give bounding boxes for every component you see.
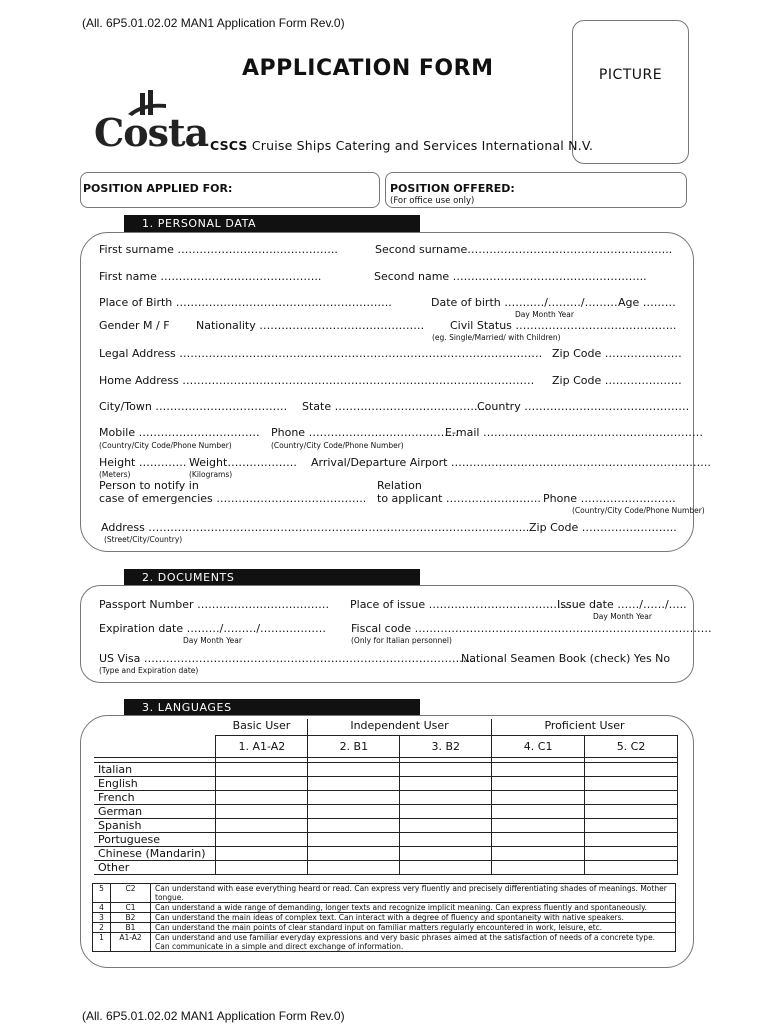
grid-cell[interactable] bbox=[216, 791, 308, 805]
legend-description: Can understand with ease everything heard or read. Can express very fluently and precisely differentiating shades of meanings. Mother tongue. bbox=[151, 884, 676, 903]
home-address-field[interactable]: Home Address …………………………………………………………………………………… bbox=[99, 374, 535, 387]
grid-cell[interactable] bbox=[492, 777, 585, 791]
grid-cell[interactable] bbox=[400, 819, 492, 833]
legend-code: C2 bbox=[111, 884, 151, 903]
us-visa-field[interactable]: US Visa ……………………………………………………………………………… bbox=[99, 652, 474, 665]
grid-cell[interactable] bbox=[216, 777, 308, 791]
grid-cell[interactable] bbox=[216, 861, 308, 875]
grid-cell[interactable] bbox=[400, 833, 492, 847]
language-row-german: German bbox=[94, 805, 216, 819]
level-legend-table bbox=[92, 883, 676, 952]
home-zip-field[interactable]: Zip Code ………………… bbox=[552, 374, 682, 387]
group-independent: Independent User bbox=[308, 719, 492, 735]
legend-number: 4 bbox=[93, 903, 111, 913]
legend-description: Can understand the main ideas of complex text. Can interact with a degree of fluency and spontaneity with native speakers. bbox=[151, 913, 676, 923]
grid-cell[interactable] bbox=[308, 819, 400, 833]
grid-cell[interactable] bbox=[492, 763, 585, 777]
seamen-book-check[interactable]: National Seamen Book (check) Yes No bbox=[461, 652, 671, 665]
picture-label: PICTURE bbox=[598, 67, 663, 83]
corner-cell bbox=[94, 736, 216, 758]
city-field[interactable]: City/Town ……………………………… bbox=[99, 400, 288, 413]
us-visa-hint: (Type and Expiration date) bbox=[99, 666, 199, 675]
height-field[interactable]: Height …………. bbox=[99, 456, 187, 469]
place-of-birth-field[interactable]: Place of Birth ………………………………………………….. bbox=[99, 296, 392, 309]
emergency-phone-field[interactable]: Phone …………………….. bbox=[543, 492, 676, 505]
grid-cell[interactable] bbox=[216, 847, 308, 861]
grid-cell[interactable] bbox=[216, 805, 308, 819]
logo-text: Costa bbox=[94, 110, 209, 155]
grid-cell[interactable] bbox=[585, 861, 678, 875]
first-surname-field[interactable]: First surname ………………………..….……….. bbox=[99, 243, 338, 256]
civil-status-field[interactable]: Civil Status …………………………………….. bbox=[450, 319, 677, 332]
section-documents: 2. DOCUMENTS bbox=[124, 569, 420, 586]
email-field[interactable]: E-mail …………………………………………………… bbox=[445, 426, 703, 439]
position-applied-box[interactable] bbox=[80, 172, 380, 208]
phone-hint: (Country/City Code/Phone Number) bbox=[271, 441, 404, 450]
grid-cell[interactable] bbox=[216, 833, 308, 847]
legend-number: 5 bbox=[93, 884, 111, 903]
section-personal-data: 1. PERSONAL DATA bbox=[124, 215, 420, 232]
fiscal-code-hint: (Only for Italian personnel) bbox=[351, 636, 452, 645]
second-name-field[interactable]: Second name …………………………………………….. bbox=[374, 270, 647, 283]
grid-cell[interactable] bbox=[400, 847, 492, 861]
legend-number: 2 bbox=[93, 923, 111, 933]
grid-cell[interactable] bbox=[492, 791, 585, 805]
civil-status-hint: (eg. Single/Married/ with Children) bbox=[432, 333, 561, 342]
grid-cell[interactable] bbox=[308, 833, 400, 847]
language-row-portuguese: Portuguese bbox=[94, 833, 216, 847]
language-table bbox=[94, 735, 678, 875]
grid-cell[interactable] bbox=[308, 805, 400, 819]
level-b1: 2. B1 bbox=[308, 736, 400, 758]
birth-date-hint: Day Month Year bbox=[515, 310, 574, 319]
expiration-date-hint: Day Month Year bbox=[183, 636, 242, 645]
legend-description: Can understand and use familiar everyday expressions and very basic phrases aimed at the satisfaction of needs of a concrete type. Can communicate in a simple and direct exchange of information. bbox=[151, 933, 676, 952]
grid-cell[interactable] bbox=[400, 861, 492, 875]
relation-field[interactable]: to applicant …………………….. bbox=[377, 492, 541, 505]
grid-cell[interactable] bbox=[492, 805, 585, 819]
first-name-field[interactable]: First name …………………………………….. bbox=[99, 270, 322, 283]
country-field[interactable]: Country ……………………………………… bbox=[477, 400, 690, 413]
language-row-other: Other bbox=[94, 861, 216, 875]
relation-label: Relation bbox=[377, 479, 422, 492]
date-of-birth-field[interactable]: Date of birth ……..…/………/……… bbox=[431, 296, 618, 309]
grid-cell[interactable] bbox=[308, 777, 400, 791]
form-reference-bottom: (All. 6P5.01.02.02 MAN1 Application Form Rev.0) bbox=[82, 1009, 345, 1023]
emergency-phone-hint: (Country/City Code/Phone Number) bbox=[572, 506, 705, 515]
emergency-zip-field[interactable]: Zip Code …………………….. bbox=[529, 521, 677, 534]
company-abbr: CSCS bbox=[210, 138, 248, 153]
grid-cell[interactable] bbox=[492, 847, 585, 861]
issue-date-field[interactable]: Issue date ……/……/….. bbox=[557, 598, 687, 611]
level-a1-a2: 1. A1-A2 bbox=[216, 736, 308, 758]
grid-cell[interactable] bbox=[308, 861, 400, 875]
grid-cell[interactable] bbox=[585, 833, 678, 847]
language-row-spanish: Spanish bbox=[94, 819, 216, 833]
position-offered-label: POSITION OFFERED: bbox=[390, 182, 515, 195]
legend-code: B1 bbox=[111, 923, 151, 933]
grid-cell[interactable] bbox=[585, 791, 678, 805]
address-hint: (Street/City/Country) bbox=[104, 535, 183, 544]
language-row-english: English bbox=[94, 777, 216, 791]
grid-cell[interactable] bbox=[308, 791, 400, 805]
grid-cell[interactable] bbox=[585, 777, 678, 791]
company-name-line bbox=[210, 138, 593, 153]
emergency-label: Person to notify in bbox=[99, 479, 199, 492]
legend-description: Can understand a wide range of demanding, longer texts and recognize implicit meaning. Can express fluently and spontaneously. bbox=[151, 903, 676, 913]
weight-hint: (Kilograms) bbox=[189, 470, 233, 479]
legal-zip-field[interactable]: Zip Code ………………… bbox=[552, 347, 682, 360]
group-proficient: Proficient User bbox=[544, 719, 625, 732]
position-offered-box[interactable] bbox=[385, 172, 687, 208]
phone-field[interactable]: Phone ………………………………….. bbox=[271, 426, 459, 439]
grid-cell[interactable] bbox=[585, 819, 678, 833]
airport-field[interactable]: Arrival/Departure Airport …………………………………………………………….. bbox=[311, 456, 711, 469]
position-applied-label: POSITION APPLIED FOR: bbox=[83, 182, 233, 195]
section-languages: 3. LANGUAGES bbox=[124, 699, 420, 716]
grid-cell[interactable] bbox=[585, 847, 678, 861]
legend-code: B2 bbox=[111, 913, 151, 923]
grid-cell[interactable] bbox=[400, 777, 492, 791]
emergency-contact-field[interactable]: case of emergencies ………………………………….. bbox=[99, 492, 367, 505]
grid-cell[interactable] bbox=[585, 763, 678, 777]
grid-cell[interactable] bbox=[492, 833, 585, 847]
legend-description: Can understand the main points of clear standard input on familiar matters regularly encountered in work, leisure, etc. bbox=[151, 923, 676, 933]
grid-cell[interactable] bbox=[585, 805, 678, 819]
fiscal-code-field[interactable]: Fiscal code ……………………………………………………………………… bbox=[351, 622, 712, 635]
legend-number: 1 bbox=[93, 933, 111, 952]
grid-cell[interactable] bbox=[308, 763, 400, 777]
legend-number: 3 bbox=[93, 913, 111, 923]
costa-logo bbox=[92, 88, 209, 158]
emergency-address-field[interactable]: Address ………………………………………………………………………………………….. bbox=[101, 521, 530, 534]
grid-cell[interactable] bbox=[308, 847, 400, 861]
group-basic: Basic User bbox=[216, 719, 308, 735]
nationality-field[interactable]: Nationality ……………………………………… bbox=[196, 319, 425, 332]
place-of-issue-field[interactable]: Place of issue ………………………………… bbox=[350, 598, 572, 611]
passport-number-field[interactable]: Passport Number ……………………………… bbox=[99, 598, 330, 611]
expiration-date-field[interactable]: Expiration date ………/………/……………… bbox=[99, 622, 327, 635]
grid-cell[interactable] bbox=[492, 861, 585, 875]
legal-address-field[interactable]: Legal Address ……………………………………………………………………………………… bbox=[99, 347, 543, 360]
language-row-italian: Italian bbox=[94, 763, 216, 777]
issue-date-hint: Day Month Year bbox=[593, 612, 652, 621]
level-c2: 5. C2 bbox=[585, 736, 678, 758]
form-reference-top: (All. 6P5.01.02.02 MAN1 Application Form Rev.0) bbox=[82, 16, 345, 30]
company-name: Cruise Ships Catering and Services International N.V. bbox=[251, 138, 594, 153]
legend-code: A1-A2 bbox=[111, 933, 151, 952]
age-field[interactable]: Age ……… bbox=[618, 296, 676, 309]
height-hint: (Meters) bbox=[99, 470, 131, 479]
grid-cell[interactable] bbox=[216, 763, 308, 777]
grid-cell[interactable] bbox=[400, 791, 492, 805]
level-b2: 3. B2 bbox=[400, 736, 492, 758]
gender-field[interactable]: Gender M / F bbox=[99, 319, 170, 332]
weight-field[interactable]: Weight………………. bbox=[189, 456, 297, 469]
position-offered-note: (For office use only) bbox=[390, 196, 475, 206]
grid-cell[interactable] bbox=[400, 763, 492, 777]
language-row-chinese: Chinese (Mandarin) bbox=[94, 847, 216, 861]
grid-cell[interactable] bbox=[216, 819, 308, 833]
mobile-field[interactable]: Mobile …………………………… bbox=[99, 426, 260, 439]
language-row-french: French bbox=[94, 791, 216, 805]
grid-cell[interactable] bbox=[492, 819, 585, 833]
grid-cell[interactable] bbox=[400, 805, 492, 819]
mobile-hint: (Country/City Code/Phone Number) bbox=[99, 441, 232, 450]
legend-code: C1 bbox=[111, 903, 151, 913]
level-c1: 4. C1 bbox=[492, 736, 585, 758]
page-title: APPLICATION FORM bbox=[242, 56, 494, 81]
state-field[interactable]: State …………………………………… bbox=[302, 400, 489, 413]
second-surname-field[interactable]: Second surname……………………………………………….. bbox=[375, 243, 673, 256]
language-groups-header bbox=[216, 719, 677, 735]
